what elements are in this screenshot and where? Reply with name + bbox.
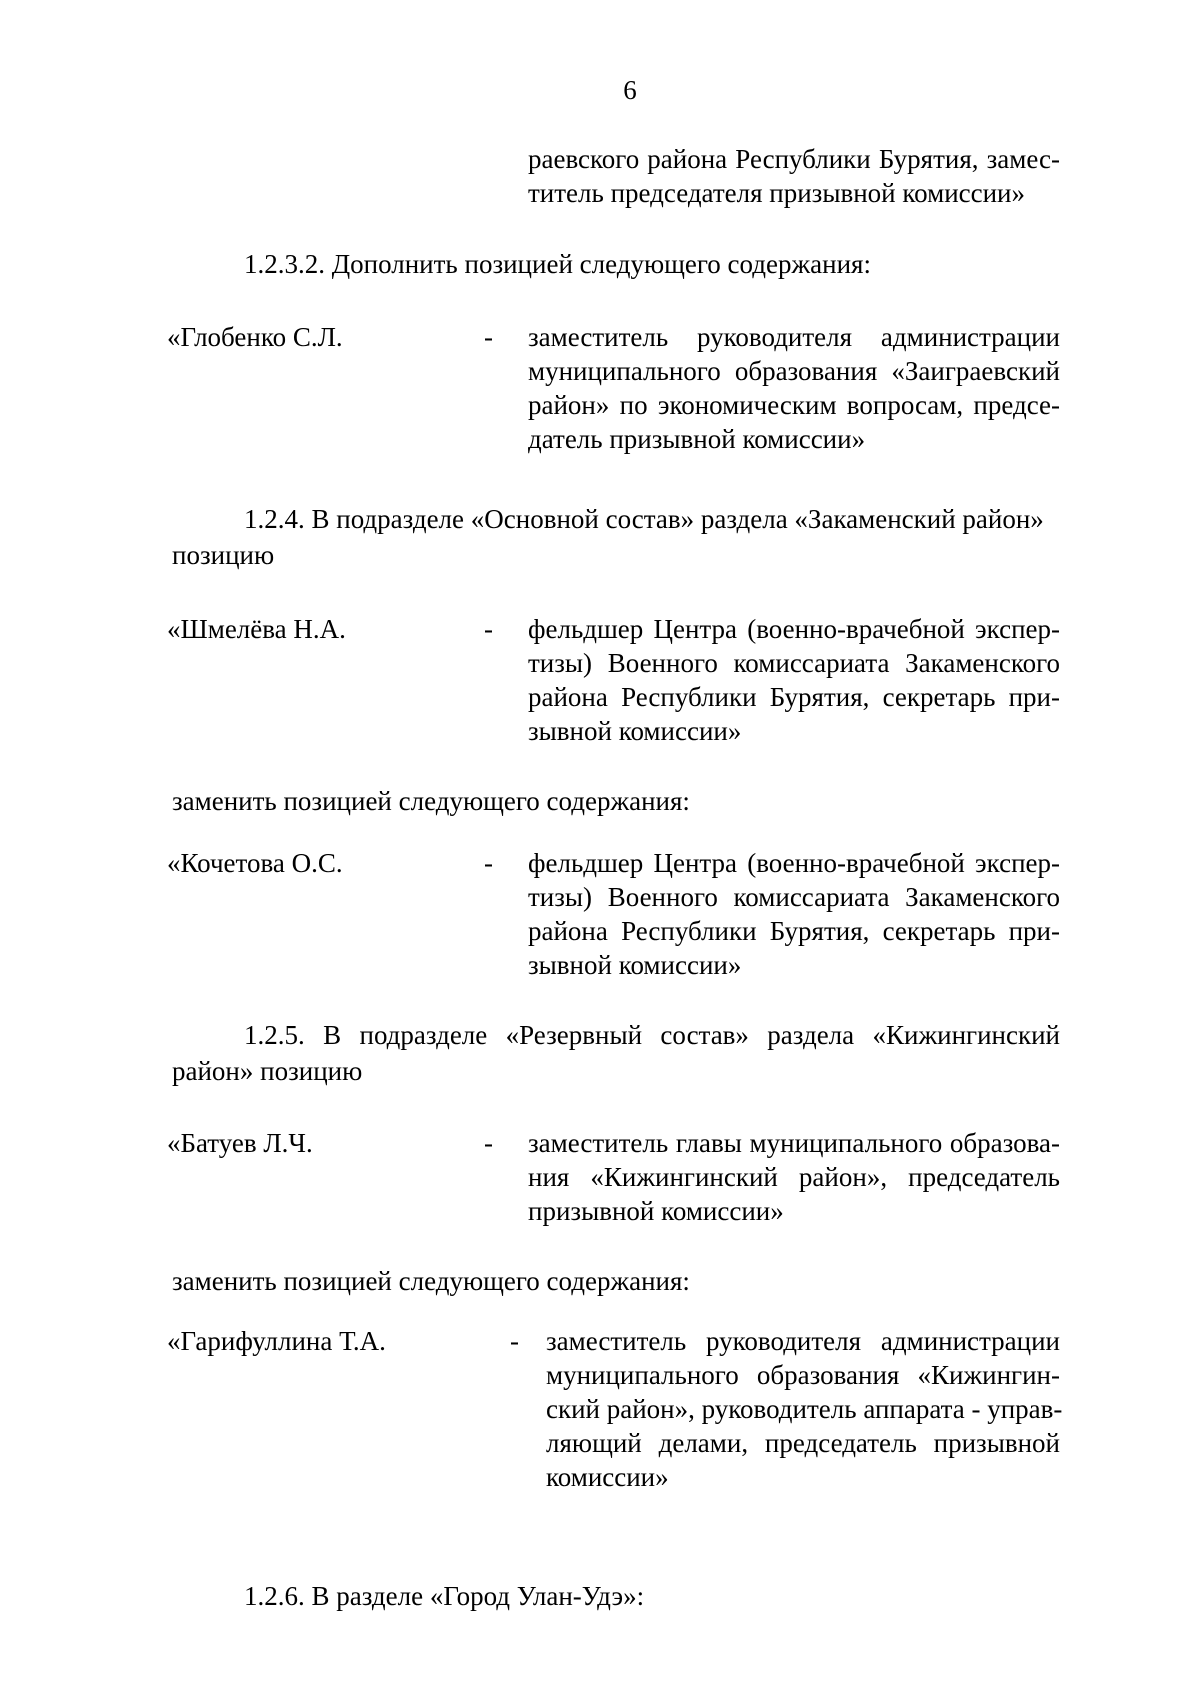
entry-description: [528, 1126, 1060, 1228]
entry-line: тизы) Военного комиссариата Закаменского: [528, 648, 1060, 678]
entry-dash: -: [484, 848, 493, 878]
entry-line: район» по экономическим вопросам, предсе-: [528, 390, 1060, 420]
entry-name: «Глобенко С.Л.: [167, 322, 343, 352]
entry-line: ский район», руководитель аппарата - управ-: [546, 1394, 1063, 1424]
entry-name: «Кочетова О.С.: [167, 848, 343, 878]
entry-dash: -: [510, 1326, 519, 1356]
paragraph-1-2-5-line1: 1.2.5. В подразделе «Резервный состав» раздела «Кижингинский: [244, 1020, 1060, 1050]
entry-line: муниципального образования «Заиграевский: [528, 356, 1060, 386]
entry-line: муниципального образования «Кижингин-: [546, 1360, 1060, 1390]
page-number: 6: [623, 75, 637, 105]
entry-description: [528, 846, 1060, 982]
paragraph-1-2-4-line1: 1.2.4. В подразделе «Основной состав» раздела «Закаменский район»: [244, 504, 1044, 534]
entry-dash: -: [484, 322, 493, 352]
paragraph-1-2-5-line2: район» позицию: [172, 1056, 363, 1086]
entry-name: «Шмелёва Н.А.: [167, 614, 346, 644]
entry-description: [546, 1324, 1063, 1494]
entry-line: фельдшер Центра (военно-врачебной экспер-: [528, 614, 1060, 644]
entry-line: района Республики Бурятия, секретарь при-: [528, 682, 1060, 712]
continuation-text: [528, 142, 1060, 210]
entry-line: зывной комиссии»: [528, 950, 742, 980]
entry-line: тизы) Военного комиссариата Закаменского: [528, 882, 1060, 912]
entry-line: зывной комиссии»: [528, 716, 742, 746]
entry-name: «Гарифуллина Т.А.: [167, 1326, 386, 1356]
entry-line: заместитель главы муниципального образова-: [528, 1128, 1060, 1158]
entry-line: фельдшер Центра (военно-врачебной экспер-: [528, 848, 1060, 878]
continuation-line: титель председателя призывной комиссии»: [528, 178, 1026, 208]
entry-line: ния «Кижингинский район», председатель: [528, 1162, 1060, 1192]
entry-description: [528, 612, 1060, 748]
entry-line: района Республики Бурятия, секретарь при-: [528, 916, 1060, 946]
entry-name: «Батуев Л.Ч.: [167, 1128, 313, 1158]
paragraph-1-2-3-2: 1.2.3.2. Дополнить позицией следующего содержания:: [244, 249, 871, 279]
paragraph-1-2-4-line2: позицию: [172, 540, 275, 570]
paragraph-1-2-6: 1.2.6. В разделе «Город Улан-Удэ»:: [244, 1581, 645, 1611]
replace-instruction-1: заменить позицией следующего содержания:: [172, 786, 690, 816]
replace-instruction-2: заменить позицией следующего содержания:: [172, 1266, 690, 1296]
entry-line: призывной комиссии»: [528, 1196, 784, 1226]
entry-line: заместитель руководителя администрации: [546, 1326, 1060, 1356]
entry-line: ляющий делами, председатель призывной: [546, 1428, 1060, 1458]
entry-dash: -: [484, 614, 493, 644]
entry-dash: -: [484, 1128, 493, 1158]
entry-line: заместитель руководителя администрации: [528, 322, 1060, 352]
entry-line: комиссии»: [546, 1462, 669, 1492]
continuation-line: раевского района Республики Бурятия, замес-: [528, 144, 1060, 174]
entry-line: датель призывной комиссии»: [528, 424, 866, 454]
entry-description: [528, 320, 1060, 456]
